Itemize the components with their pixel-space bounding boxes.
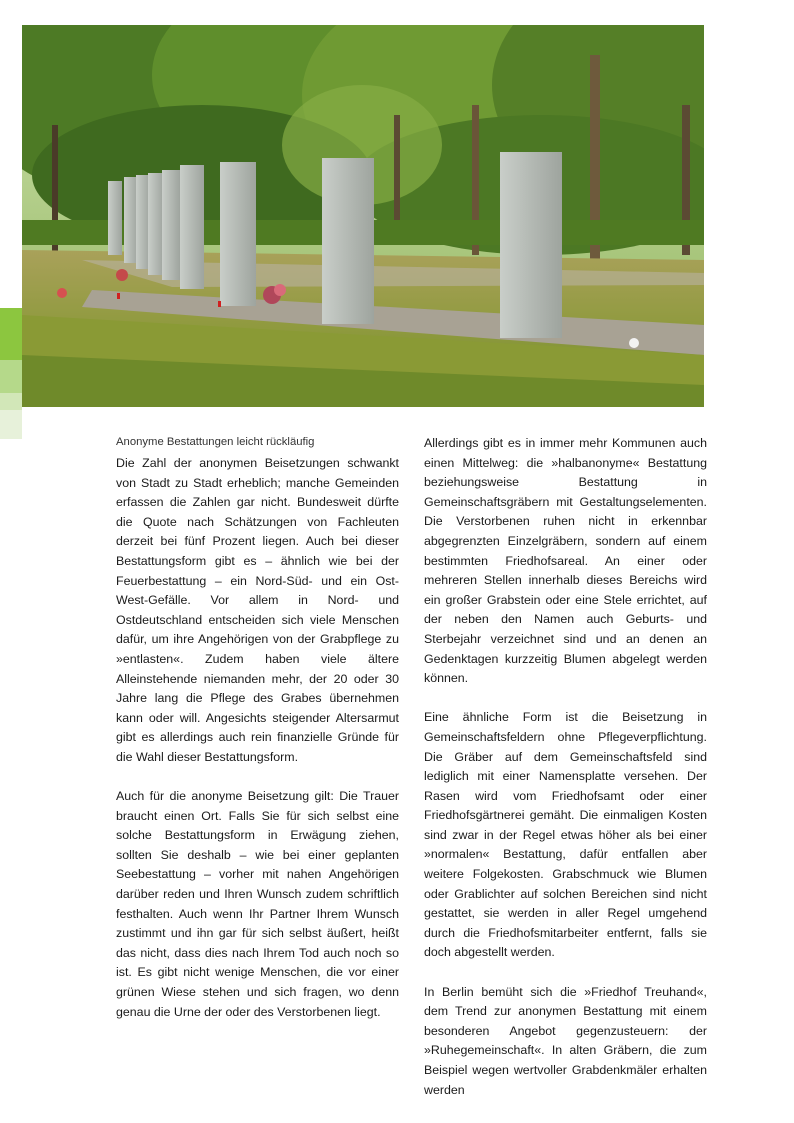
paragraph: Allerdings gibt es in immer mehr Kommunen auch einen Mittelweg: die »halbanonyme« Bestattung beziehungsweise Bestattung in Gemeinschaftsgräbern mit Gestaltungselementen. Die Verstorbenen ruhen nicht in erkennbar abgegrenzten Einzelgräbern, sondern auf einem bestimmten Friedhofsareal. An einer oder mehreren Stellen innerhalb dieses Bereichs wird ein großer Grabstein oder eine Stele errichtet, auf der neben den Namen auch Geburts- und Sterbejahr verzeichnet sind und an denen an Gedenktagen kurzzeitig Blumen abgelegt werden können. bbox=[424, 436, 707, 686]
paragraph: Auch für die anonyme Beisetzung gilt: Die Trauer braucht einen Ort. Falls Sie für sich selbst eine solche Bestattungsform in Erwägung ziehen, sollten Sie deshalb – wie bei einer geplanten Seebestattung – vorher mit nahen Angehörigen darüber reden und Ihren Wunsch zudem schriftlich festhalten. Auch wenn Ihr Partner Ihrem Wunsch zustimmt und ihn gar für sich selbst äußert, heißt das nicht, dass dies nach Ihrem Tod auch noch so ist. Es gibt nicht wenige Menschen, die vor einer grünen Wiese stehen und sich fragen, wo denn genau die Urne der oder des Verstorbenen liegt. bbox=[116, 789, 399, 1019]
left-column bbox=[116, 434, 399, 1022]
cemetery-photo bbox=[22, 25, 704, 407]
paragraph: Die Zahl der anonymen Beisetzungen schwankt von Stadt zu Stadt erheblich; manche Gemeinden erfassen die Zahlen gar nicht. Bundesweit dürfte die Quote nach Schätzungen von Fachleuten derzeit bei fünf Prozent liegen. Auch bei dieser Bestattungsform gibt es – ähnlich wie bei der Feuerbestattung – ein Nord-Süd- und ein Ost-West-Gefälle. Vor allem in Nord- und Ostdeutschland entscheiden sich viele Menschen dafür, um ihre Angehörigen von der Grabpflege zu »entlasten«. Zudem haben viele ältere Alleinstehende niemanden mehr, der 20 oder 30 Jahre lang die Pflege des Grabes übernehmen kann oder will. Angesichts steigender Altersarmut gibt es allerdings auch rein finanzielle Gründe für die Wahl dieser Bestattungsform. bbox=[116, 456, 399, 764]
accent-bar-light bbox=[0, 393, 22, 410]
accent-bar-mid bbox=[0, 360, 22, 393]
right-column bbox=[424, 434, 707, 1100]
section-caption: Anonyme Bestattungen leicht rückläufig bbox=[116, 436, 315, 448]
paragraph: Eine ähnliche Form ist die Beisetzung in Gemeinschaftsfeldern ohne Pflegeverpflichtung. Die Gräber auf dem Gemeinschaftsfeld sind lediglich mit einer Namensplatte versehen. Der Rasen wird vom Friedhofsamt oder einer Friedhofsgärtnerei gemäht. Die einmaligen Kosten sind zwar in der Regel etwas höher als bei einer »normalen« Bestattung, dafür entfallen aber weitere Folgekosten. Grabschmuck wie Blumen oder Grablichter auf solchen Bereichen sind nicht gestattet, sie werden in aller Regel umgehend durch die Friedhofsmitarbeiter entfernt, falls sie doch abgestellt werden. bbox=[424, 710, 707, 960]
accent-bar-dark bbox=[0, 308, 22, 360]
paragraph: In Berlin bemüht sich die »Friedhof Treuhand«, dem Trend zur anonymen Bestattung mit einem besonderen Angebot gegenzusteuern: der »Ruhegemeinschaft«. In alten Gräbern, die zum Beispiel wegen wertvoller Grabdenkmäler erhalten werden bbox=[424, 984, 707, 1097]
accent-bar-pale bbox=[0, 410, 22, 439]
